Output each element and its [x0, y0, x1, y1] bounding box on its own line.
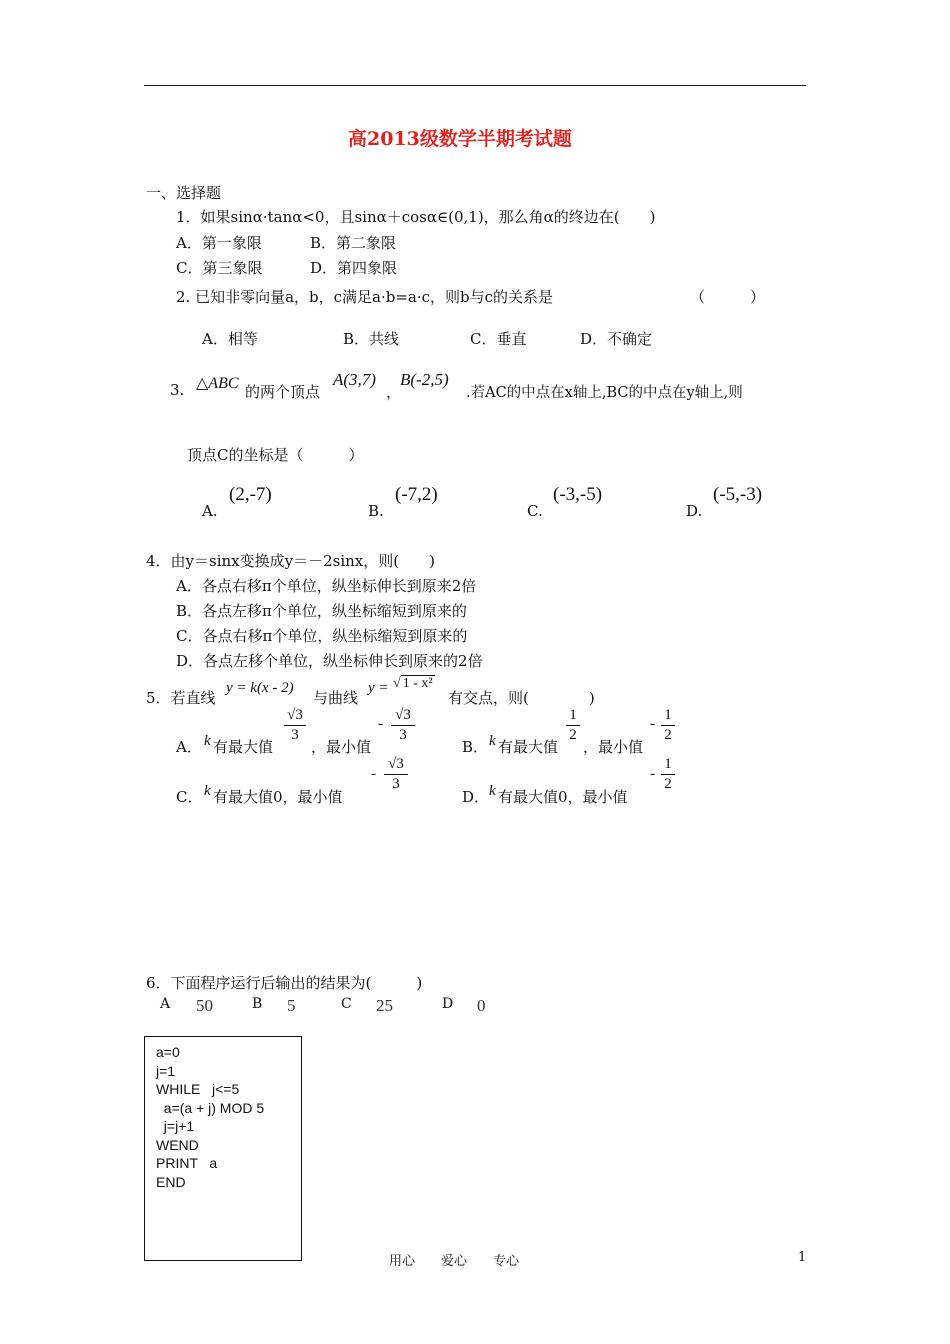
option-d-value: 0 [477, 996, 486, 1015]
program-line: j=1 [156, 1062, 176, 1079]
option-c-fraction-min [384, 756, 408, 793]
minus-sign: - [650, 766, 655, 782]
question-text: 有交点，则( ) [448, 689, 595, 707]
denominator: 2 [664, 727, 672, 743]
curve-radicand: 1 - x² [402, 676, 433, 691]
option-a: A．第一象限 [176, 234, 262, 252]
option-c-value: 25 [376, 996, 393, 1015]
question-stem: 4．由y＝sinx变换成y＝－2sinx，则( ) [146, 552, 435, 570]
option-b-text: 有最大值 [498, 738, 559, 756]
option-d-fraction-min [661, 756, 675, 793]
option-d: D．第四象限 [310, 259, 398, 277]
option-b-value: (-7,2) [395, 484, 438, 505]
numerator: 1 [569, 707, 577, 723]
option-d-text: 有最大值0，最小值 [498, 788, 628, 806]
option-a-value: 50 [196, 996, 213, 1015]
question-stem: 6．下面程序运行后输出的结果为( ) [146, 974, 423, 992]
denominator: 3 [392, 776, 400, 792]
question-text: .若AC的中点在x轴上,BC的中点在y轴上,则 [466, 385, 743, 401]
program-line: WHILE j<=5 [156, 1081, 240, 1097]
minus-sign: - [371, 766, 376, 782]
option-c: C．各点右移π个单位，纵坐标缩短到原来的 [176, 627, 468, 645]
program-line: WEND [156, 1136, 199, 1153]
option-d-label: D [442, 996, 454, 1012]
program-line: a=(a + j) MOD 5 [156, 1099, 265, 1116]
option-a-fraction-max [284, 707, 306, 744]
page-number: 1 [798, 1250, 807, 1265]
option-a-label: A [160, 996, 171, 1012]
option-a-text: ，最小值 [311, 738, 372, 756]
denominator: 3 [399, 727, 407, 743]
option-a-k: k [204, 733, 211, 749]
program-line: PRINT a [156, 1155, 218, 1171]
option-d-k: k [489, 783, 496, 799]
option-b-fraction-min [661, 707, 675, 744]
option-c-text: 有最大值0，最小值 [213, 788, 343, 806]
option-b-label: B. [368, 502, 384, 520]
denominator: 2 [569, 727, 577, 743]
option-b-fraction-max [566, 707, 580, 744]
option-a-label: A. [202, 502, 218, 520]
option-c-label: C． [176, 788, 203, 806]
minus-sign: - [378, 716, 383, 732]
numerator: 1 [664, 707, 672, 723]
option-b: B．第二象限 [310, 234, 397, 252]
option-d: D．不确定 [580, 330, 653, 348]
option-c: C．第三象限 [176, 259, 263, 277]
option-a-value: (2,-7) [229, 484, 272, 505]
minus-sign: - [650, 716, 655, 732]
triangle-abc: △ABC [196, 375, 239, 392]
option-a: A．各点右移π个单位，纵坐标伸长到原来2倍 [176, 577, 477, 595]
option-a-fraction-min [391, 707, 415, 744]
program-line: a=0 [156, 1044, 180, 1060]
option-b-label: B [252, 996, 263, 1012]
option-b-k: k [489, 733, 496, 749]
comma: ， [386, 383, 402, 401]
answer-paren: （ ） [690, 288, 766, 306]
denominator: 2 [664, 776, 672, 792]
numerator: √3 [287, 707, 303, 723]
question-text: 的两个顶点 [245, 383, 321, 401]
program-line: END [156, 1173, 186, 1190]
option-a-label: A． [176, 738, 202, 756]
option-d-label: D. [686, 502, 703, 520]
question-number: 3. [170, 381, 185, 399]
option-d: D．各点左移个单位，纵坐标伸长到原来的2倍 [176, 652, 483, 670]
curve-equation-lhs: y = [368, 680, 389, 696]
numerator: √3 [395, 707, 411, 723]
option-a: A．相等 [202, 330, 258, 348]
question-stem: 2. 已知非零向量a，b，c满足a·b=a·c，则b与c的关系是 [176, 288, 554, 306]
question-stem: 1．如果sinα·tanα<0，且sinα＋cosα∈(0,1)，那么角α的终边在( ) [176, 208, 656, 226]
header-rule [144, 85, 806, 86]
option-d-label: D． [462, 788, 490, 806]
question-text: 顶点C的坐标是（ ） [187, 446, 364, 464]
question-text: 5．若直线 [146, 689, 216, 707]
numerator: √3 [388, 756, 404, 772]
section-heading: 一、选择题 [146, 184, 222, 202]
sqrt-sign-icon: √ [393, 676, 401, 691]
option-b: B．共线 [343, 330, 400, 348]
option-b-text: ，最小值 [583, 738, 644, 756]
option-c-value: (-3,-5) [553, 484, 603, 505]
denominator: 3 [291, 727, 299, 743]
footer-motto: 用心 爱心 专心 [389, 1254, 520, 1269]
option-b: B．各点左移π个单位，纵坐标缩短到原来的 [176, 602, 467, 620]
line-equation: y = k(x - 2) [226, 680, 294, 696]
option-a-text: 有最大值 [213, 738, 274, 756]
curve-radical [393, 676, 435, 692]
option-b-label: B． [462, 738, 489, 756]
option-c-label: C [341, 996, 352, 1012]
option-c-k: k [204, 783, 211, 799]
option-c-label: C. [527, 502, 543, 520]
option-d-value: (-5,-3) [713, 484, 763, 505]
point-a: A(3,7) [333, 370, 376, 389]
numerator: 1 [664, 756, 672, 772]
point-b: B(-2,5) [400, 370, 449, 389]
option-c: C．垂直 [470, 330, 527, 348]
question-text: 与曲线 [313, 689, 359, 707]
program-line: j=j+1 [156, 1118, 195, 1134]
option-b-value: 5 [287, 996, 296, 1015]
page-title: 高2013级数学半期考试题 [348, 128, 572, 150]
